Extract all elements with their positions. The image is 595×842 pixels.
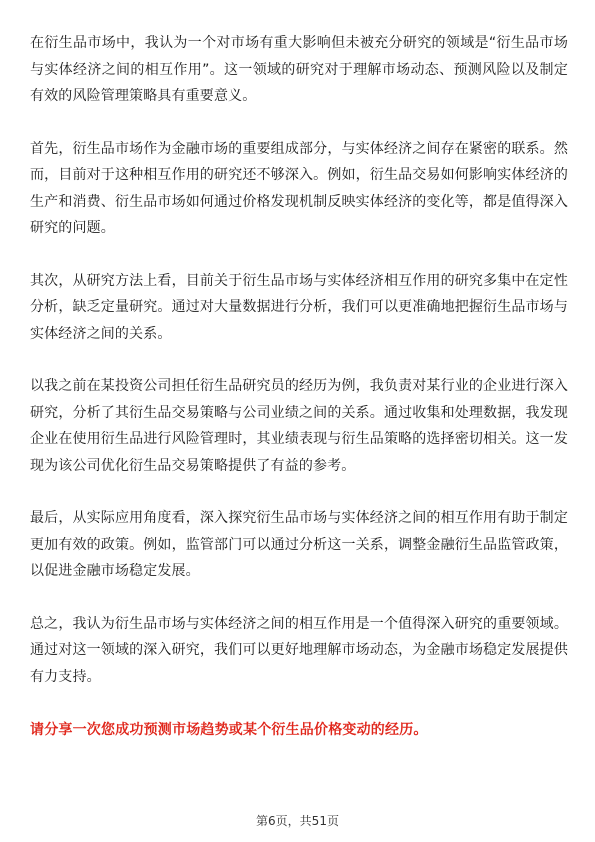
next-question-heading: 请分享一次您成功预测市场趋势或某个衍生品价格变动的经历。 xyxy=(30,722,428,738)
paragraph-second: 其次，从研究方法上看，目前关于衍生品市场与实体经济相互作用的研究多集中在定性分析，缺乏定量研究。通过对大量数据进行分析，我们可以更准确地把握衍生品市场与实体经济之间的关系。 xyxy=(30,272,568,342)
paragraph-conclusion: 总之，我认为衍生品市场与实体经济之间的相互作用是一个值得深入研究的重要领域。通过对这一领域的深入研究，我们可以更好地理解市场动态，为金融市场稳定发展提供有力支持。 xyxy=(30,615,568,685)
paragraph-first: 首先，衍生品市场作为金融市场的重要组成部分，与实体经济之间存在紧密的联系。然而，目前对于这种相互作用的研究还不够深入。例如，衍生品交易如何影响实体经济的生产和消费、衍生品市场如何通过价格发现机制反映实体经济的变化等，都是值得深入研究的问题。 xyxy=(30,140,568,236)
paragraph-experience: 以我之前在某投资公司担任衍生品研究员的经历为例，我负责对某行业的企业进行深入研究，分析了其衍生品交易策略与公司业绩之间的关系。通过收集和处理数据，我发现企业在使用衍生品进行风险管理时，其业绩表现与衍生品策略的选择密切相关。这一发现为该公司优化衍生品交易策略提供了有益的参考。 xyxy=(30,378,568,474)
page-number-footer: 第6页，共51页 xyxy=(256,814,339,828)
paragraph-intro: 在衍生品市场中，我认为一个对市场有重大影响但未被充分研究的领域是“衍生品市场与实体经济之间的相互作用”。这一领域的研究对于理解市场动态、预测风险以及制定有效的风险管理策略具有重要意义。 xyxy=(30,35,568,104)
page-content xyxy=(30,30,568,742)
paragraph-last: 最后，从实际应用角度看，深入探究衍生品市场与实体经济之间的相互作用有助于制定更加有效的政策。例如，监管部门可以通过分析这一关系，调整金融衍生品监管政策，以促进金融市场稳定发展。 xyxy=(30,510,568,579)
